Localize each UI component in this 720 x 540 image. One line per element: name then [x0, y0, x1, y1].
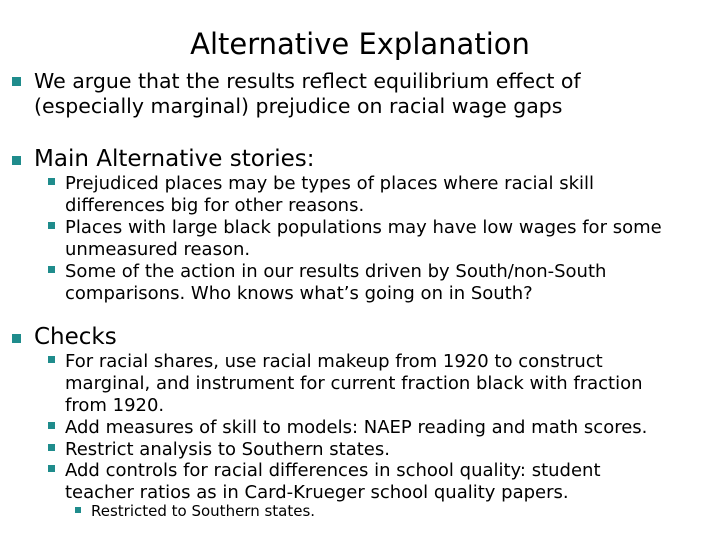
slide-title: Alternative Explanation [190, 27, 530, 61]
bullet-argument [12, 69, 581, 119]
bullet-text [65, 173, 594, 217]
bullet-line: Places with large black populations may have low wages for some [65, 217, 662, 238]
bullet-text [65, 217, 662, 261]
bullet-checks [12, 324, 117, 351]
sub-bullet-large-black-populations [48, 217, 662, 261]
bullet-text [65, 460, 601, 504]
sub-bullet-naep-scores [48, 417, 647, 439]
square-bullet-icon [12, 334, 21, 343]
bullet-text [65, 351, 643, 417]
bullet-text [65, 261, 606, 305]
bullet-text [91, 502, 315, 520]
bullet-line: We argue that the results reflect equilibrium effect of [34, 69, 581, 93]
bullet-text [34, 146, 315, 173]
square-bullet-icon [48, 422, 55, 429]
bullet-line: Add measures of skill to models: NAEP reading and math scores. [65, 417, 648, 438]
bullet-line: teacher ratios as in Card-Krueger school quality papers. [65, 482, 569, 503]
square-bullet-icon [48, 178, 55, 185]
square-bullet-icon [48, 465, 55, 472]
square-bullet-icon [48, 222, 55, 229]
bullet-line: Checks [34, 324, 117, 350]
bullet-line: marginal, and instrument for current fraction black with fraction [65, 373, 643, 394]
square-bullet-icon [48, 356, 55, 363]
bullet-line: (especially marginal) prejudice on racial wage gaps [34, 94, 563, 118]
bullet-line: Some of the action in our results driven by South/non-South [65, 261, 607, 282]
square-bullet-icon [12, 156, 21, 165]
sub-bullet-racial-shares-1920 [48, 351, 643, 417]
sub-bullet-prejudiced-places [48, 173, 594, 217]
bullet-line: Restricted to Southern states. [91, 502, 316, 520]
bullet-line: comparisons. Who knows what’s going on in South? [65, 283, 533, 304]
square-bullet-icon [48, 266, 55, 273]
sub-sub-bullet-restricted-south [75, 502, 315, 520]
bullet-text [34, 324, 117, 351]
bullet-line: Prejudiced places may be types of places where racial skill [65, 173, 595, 194]
bullet-alternative-stories [12, 146, 315, 173]
bullet-line: from 1920. [65, 395, 165, 416]
bullet-text [65, 417, 647, 439]
square-bullet-icon [12, 77, 21, 86]
bullet-line: Restrict analysis to Southern states. [65, 439, 390, 460]
sub-bullet-school-quality [48, 460, 601, 504]
square-bullet-icon [48, 444, 55, 451]
bullet-line: For racial shares, use racial makeup from 1920 to construct [65, 351, 603, 372]
bullet-line: Add controls for racial differences in school quality: student [65, 460, 601, 481]
bullet-line: Main Alternative stories: [34, 146, 315, 172]
bullet-line: unmeasured reason. [65, 239, 251, 260]
square-bullet-icon [75, 507, 81, 513]
sub-bullet-southern-states [48, 439, 390, 461]
bullet-line: differences big for other reasons. [65, 195, 365, 216]
bullet-text [65, 439, 390, 461]
sub-bullet-south-comparisons [48, 261, 606, 305]
bullet-text [34, 69, 581, 119]
